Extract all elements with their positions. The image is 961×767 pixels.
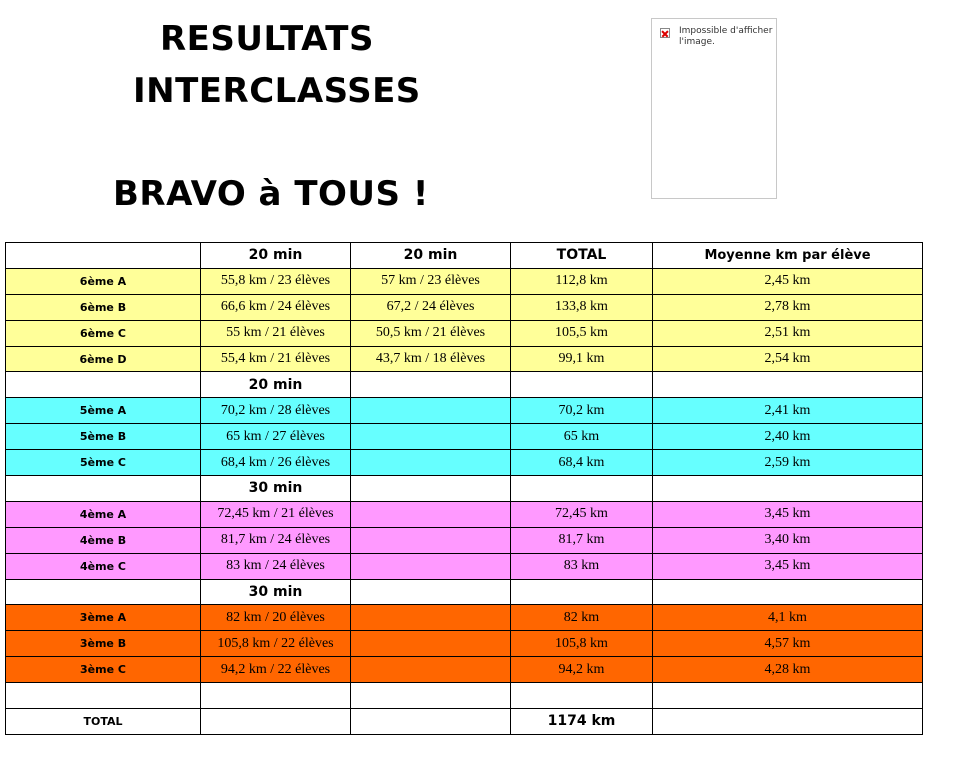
class-total: 105,5 km xyxy=(511,320,653,346)
session-2-result: 57 km / 23 élèves xyxy=(351,268,511,294)
class-name: 3ème A xyxy=(6,605,201,631)
class-name: 4ème C xyxy=(6,553,201,579)
broken-image-placeholder xyxy=(651,18,777,199)
class-name: 6ème D xyxy=(6,346,201,372)
class-row xyxy=(6,605,923,631)
duration-empty-cell xyxy=(6,372,201,398)
total-empty-cell xyxy=(653,709,923,735)
class-name: 4ème B xyxy=(6,527,201,553)
session-2-result xyxy=(351,553,511,579)
spacer-cell xyxy=(6,683,201,709)
total-value: 1174 km xyxy=(511,709,653,735)
class-total: 82 km xyxy=(511,605,653,631)
session-2-result xyxy=(351,527,511,553)
session-1-result: 55,8 km / 23 élèves xyxy=(201,268,351,294)
class-average: 2,78 km xyxy=(653,294,923,320)
duration-empty-cell xyxy=(653,579,923,605)
duration-empty-cell xyxy=(6,579,201,605)
duration-empty-cell xyxy=(351,476,511,502)
class-name: 6ème B xyxy=(6,294,201,320)
session-2-result xyxy=(351,631,511,657)
class-name: 5ème A xyxy=(6,398,201,424)
duration-empty-cell xyxy=(351,579,511,605)
spacer-cell xyxy=(511,683,653,709)
broken-image-icon xyxy=(660,28,670,38)
class-total: 105,8 km xyxy=(511,631,653,657)
session-1-result: 68,4 km / 26 élèves xyxy=(201,450,351,476)
header-cell-session-1: 20 min xyxy=(201,243,351,269)
header-cell-class xyxy=(6,243,201,269)
class-average: 3,45 km xyxy=(653,501,923,527)
session-1-result: 70,2 km / 28 élèves xyxy=(201,398,351,424)
session-1-result: 72,45 km / 21 élèves xyxy=(201,501,351,527)
class-row xyxy=(6,631,923,657)
class-row xyxy=(6,527,923,553)
duration-empty-cell xyxy=(6,476,201,502)
session-2-result xyxy=(351,501,511,527)
session-1-result: 83 km / 24 élèves xyxy=(201,553,351,579)
class-average: 2,54 km xyxy=(653,346,923,372)
header-cell-session-2: 20 min xyxy=(351,243,511,269)
class-row xyxy=(6,268,923,294)
session-2-result: 67,2 / 24 élèves xyxy=(351,294,511,320)
session-1-result: 66,6 km / 24 élèves xyxy=(201,294,351,320)
broken-image-message: Impossible d'afficher l'image. xyxy=(679,26,773,47)
total-row xyxy=(6,709,923,735)
class-total: 112,8 km xyxy=(511,268,653,294)
class-row xyxy=(6,294,923,320)
duration-label: 30 min xyxy=(201,579,351,605)
class-row xyxy=(6,320,923,346)
class-total: 83 km xyxy=(511,553,653,579)
session-2-result: 50,5 km / 21 élèves xyxy=(351,320,511,346)
class-name: 5ème C xyxy=(6,450,201,476)
class-total: 72,45 km xyxy=(511,501,653,527)
duration-label: 30 min xyxy=(201,476,351,502)
session-2-result xyxy=(351,657,511,683)
duration-empty-cell xyxy=(511,579,653,605)
class-average: 4,28 km xyxy=(653,657,923,683)
duration-row xyxy=(6,476,923,502)
class-total: 68,4 km xyxy=(511,450,653,476)
class-name: 3ème B xyxy=(6,631,201,657)
title-resultats: RESULTATS xyxy=(160,19,374,59)
class-row xyxy=(6,657,923,683)
class-average: 3,45 km xyxy=(653,553,923,579)
spacer-cell xyxy=(351,683,511,709)
session-1-result: 105,8 km / 22 élèves xyxy=(201,631,351,657)
spacer-row xyxy=(6,683,923,709)
class-average: 4,57 km xyxy=(653,631,923,657)
total-empty-cell xyxy=(201,709,351,735)
title-interclasses: INTERCLASSES xyxy=(133,71,421,111)
session-1-result: 81,7 km / 24 élèves xyxy=(201,527,351,553)
duration-empty-cell xyxy=(511,476,653,502)
class-total: 81,7 km xyxy=(511,527,653,553)
total-empty-cell xyxy=(351,709,511,735)
class-name: 4ème A xyxy=(6,501,201,527)
spacer-cell xyxy=(653,683,923,709)
class-average: 4,1 km xyxy=(653,605,923,631)
class-name: 5ème B xyxy=(6,424,201,450)
class-row xyxy=(6,424,923,450)
session-1-result: 94,2 km / 22 élèves xyxy=(201,657,351,683)
session-2-result: 43,7 km / 18 élèves xyxy=(351,346,511,372)
class-total: 70,2 km xyxy=(511,398,653,424)
class-average: 3,40 km xyxy=(653,527,923,553)
class-average: 2,41 km xyxy=(653,398,923,424)
duration-label: 20 min xyxy=(201,372,351,398)
header-cell-average: Moyenne km par élève xyxy=(653,243,923,269)
class-row xyxy=(6,398,923,424)
title-bravo: BRAVO à TOUS ! xyxy=(113,174,429,214)
duration-empty-cell xyxy=(351,372,511,398)
class-total: 65 km xyxy=(511,424,653,450)
duration-row xyxy=(6,579,923,605)
class-total: 99,1 km xyxy=(511,346,653,372)
duration-empty-cell xyxy=(511,372,653,398)
results-table xyxy=(5,242,923,735)
session-1-result: 65 km / 27 élèves xyxy=(201,424,351,450)
class-total: 133,8 km xyxy=(511,294,653,320)
duration-row xyxy=(6,372,923,398)
class-name: 6ème C xyxy=(6,320,201,346)
session-2-result xyxy=(351,398,511,424)
class-row xyxy=(6,450,923,476)
class-name: 6ème A xyxy=(6,268,201,294)
class-average: 2,51 km xyxy=(653,320,923,346)
total-label: TOTAL xyxy=(6,709,201,735)
session-1-result: 82 km / 20 élèves xyxy=(201,605,351,631)
session-2-result xyxy=(351,605,511,631)
spacer-cell xyxy=(201,683,351,709)
class-row xyxy=(6,501,923,527)
class-average: 2,45 km xyxy=(653,268,923,294)
class-total: 94,2 km xyxy=(511,657,653,683)
session-2-result xyxy=(351,424,511,450)
class-row xyxy=(6,553,923,579)
duration-empty-cell xyxy=(653,372,923,398)
class-average: 2,40 km xyxy=(653,424,923,450)
duration-empty-cell xyxy=(653,476,923,502)
session-1-result: 55,4 km / 21 élèves xyxy=(201,346,351,372)
session-1-result: 55 km / 21 élèves xyxy=(201,320,351,346)
session-2-result xyxy=(351,450,511,476)
header-cell-total: TOTAL xyxy=(511,243,653,269)
table-header-row xyxy=(6,243,923,269)
class-average: 2,59 km xyxy=(653,450,923,476)
class-name: 3ème C xyxy=(6,657,201,683)
class-row xyxy=(6,346,923,372)
